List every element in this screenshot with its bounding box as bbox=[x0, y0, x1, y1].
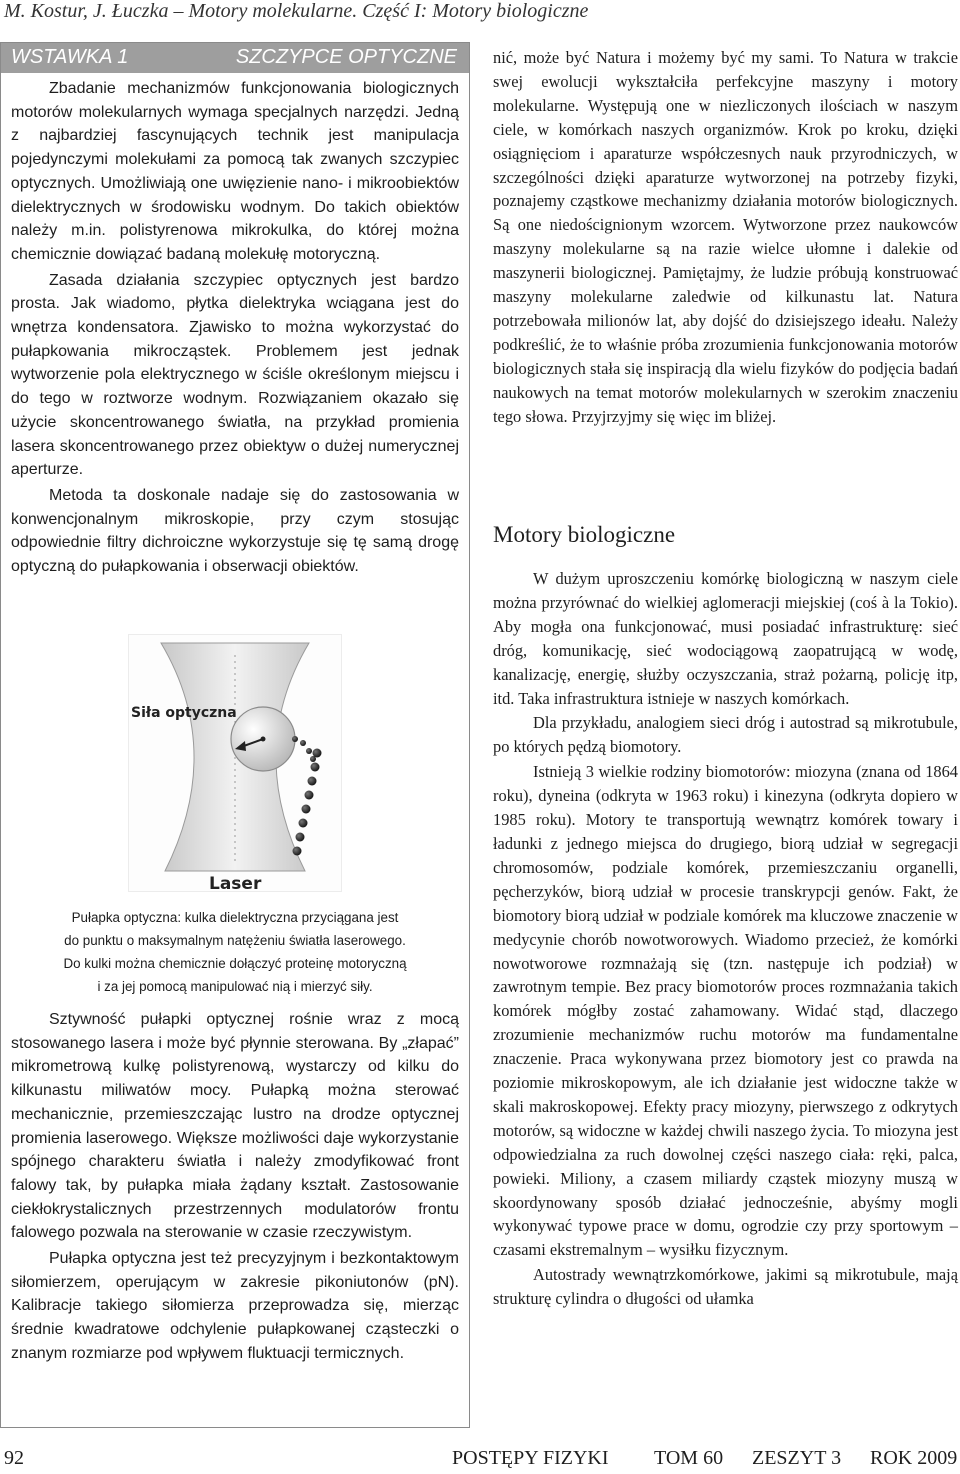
journal-year: ROK 2009 bbox=[870, 1447, 958, 1469]
right-column-bottom bbox=[493, 567, 958, 1311]
laser-label: Laser bbox=[209, 874, 262, 891]
optical-trap-diagram bbox=[129, 635, 341, 891]
inset-paragraph: Metoda ta doskonale nadaje się do zastosowania w konwencjonalnym mikroskopie, przy czym stosując odpowiednie filtry dichroiczne wykorzystuje się tę samą drogę optyczną do pułapkowania i obserwacji obiektów. bbox=[11, 486, 459, 576]
journal-issue: ZESZYT 3 bbox=[752, 1447, 842, 1469]
microtubule-filament bbox=[293, 749, 322, 856]
inset-text-bottom bbox=[11, 1008, 459, 1366]
body-paragraph: Istnieją 3 wielkie rodziny biomotorów: miozyna (znana od 1864 roku), dyneina (odkryta w 1963 roku) i kinezyna (odkryta dopiero w 1985 roku). Motory te transportują wewnątrz komórek towary i ładunki z jednego miejsca do drugiego, biorą udział w segregacji chromosomów, podziale komórek, przemieszczaniu organelli, pęcherzyków, biorą udział w procesie transkrypcji genów. Fakt, że biomotory biorą udział w podziale komórek ma kluczowe znaczenie w medycynie chorób nowotworowych. Wiadomo przecież, że komórki nowotworowe rozmnażają się (tzn. następuje ich podział) w zawrotnym tempie. Bez pracy biomotorów proces rozmnażania takich komórek mógłby zostać zahamowany. Widać stąd, dlaczego zrozumienie mechanizmów ruchu motorów ma fundamentalne znaczenie. Praca wykonywana przez biomotory jest co prawda na poziomie mikroskopowym, ale ich działanie jest widoczne także w skali makroskopowej. Efekty pracy miozyny, pierwszego z odkrytych motorów, są widoczne w każdej chwili naszego życia. To miozyna jest odpowiedzialna za ruch dowolnej części naszego ciała: ręki, palca, powieki. Miliony, a czasem miliardy cząstek miozyny muszą w skoordynowany sposób działać jednocześnie, abyśmy mogli wykonywać typowe prace w domu, ogrodzie czy przy sportowym – czasami ekstremalnym – wysiłku fizycznym. bbox=[493, 762, 958, 1260]
caption-line: Pułapka optyczna: kulka dielektryczna przyciągana jest bbox=[71, 910, 399, 925]
inset-paragraph: Zbadanie mechanizmów funkcjonowania biologicznych motorów molekularnych wymaga specjalnych narzędzi. Jedną z najbardziej fascynujących technik jest manipulacja pojedynczymi molekułami za pomocą tak zwanych szczypiec optycznych. Umożliwiają one uwięzienie nano- i mikroobiektów dielektrycznych w środowisku wodnym. Do takich obiektów należy m.in. polistyrenowa mikrokulka, do której można chemicznie dowiązać badaną molekułę motoryczną. bbox=[11, 80, 459, 263]
body-paragraph: nić, może być Natura i możemy być my sami. To Natura w trakcie swej ewolucji wykształciła perfekcyjne maszyny i motory molekularne. Występują one w niezliczonych ilościach w naszym ciele, w komórkach naszych organizmów. Krok po kroku, dzięki osiągnięciom i aparaturze współczesnych nauk przyrodniczych, w szczególności dzięki aparaturze wytworzonej na potrzeby fizyki, poznajemy cząstkowe mechanizmy działania motorów biologicznych. Są one niedoścignionym wzorcem. Wytworzone przez naukowców maszyny molekularne są na razie wielce ułomne i dalekie od maszynerii biologicznej. Pamiętajmy, że ludzie próbują konstruować maszyny molekularne zaledwie od kilkunastu lat. Natura potrzebowała milionów lat, aby dojść do dzisiejszego ideału. Należy podkreślić, że to właśnie próba zrozumienia funkcjonowania motorów biologicznych stała się inspiracją dla wielu fizyków do podjęcia badań naukowych na temat motorów molekularnych w szerokim znaczeniu tego słowa. Przyjrzyjmy się więc im bliżej. bbox=[493, 48, 958, 426]
journal-name: POSTĘPY FIZYKI bbox=[452, 1447, 609, 1469]
body-paragraph: Dla przykładu, analogiem sieci dróg i autostrad są mikrotubule, po których pędzą biomotory. bbox=[493, 713, 958, 757]
body-paragraph: W dużym uproszczeniu komórkę biologiczną w naszym ciele można przyrównać do wielkiej aglomeracji miejskiej (coś à la Tokio). Aby mogła ona funkcjonować, musi posiadać infrastrukturę: sieć dróg, komunikację, sieć wodociągową zaopatrującą w wodę, kanalizację, energię, służby oczyszczania, straż pożarną, policję itp, itd. Taka infrastruktura istnieje w naszych komórkach. bbox=[493, 569, 958, 708]
force-label: Siła optyczna bbox=[131, 705, 237, 721]
journal-volume: TOM 60 bbox=[654, 1447, 724, 1469]
page-number: 92 bbox=[4, 1447, 24, 1469]
caption-line: do punktu o maksymalnym natężeniu światła laserowego. bbox=[64, 933, 406, 948]
running-header: M. Kostur, J. Łuczka – Motory molekularne. Część I: Motory biologiczne bbox=[4, 0, 589, 22]
body-paragraph: Autostrady wewnątrzkomórkowe, jakimi są mikrotubule, mają strukturę cylindra o długości od ułamka bbox=[493, 1265, 958, 1309]
caption-line: i za jej pomocą manipulować nią i mierzyć siły. bbox=[97, 979, 373, 994]
motor-protein bbox=[292, 736, 316, 762]
inset-paragraph: Sztywność pułapki optycznej rośnie wraz z mocą stosowanego lasera i może być płynnie sterowana. By „złapać” mikrometrową kulkę polistyrenową, wystarczy od kilku do kilkunastu miliwatów mocy. Pułapką można sterować mechanicznie, przemieszczając lustro na drodze optycznej promienia laserowego. Większe możliwości daje wykorzystanie spójnego charakteru światła i należy zmodyfikować front falowy tak, by pułapka miała żądany kształt. Zastosowanie ciekłokrystalicznych przestrzennych modulatorów frontu falowego pozwala na sterowanie w czasie rzeczywistym. bbox=[11, 1011, 459, 1242]
figure-caption bbox=[22, 906, 448, 998]
optical-tweezers-figure bbox=[128, 634, 342, 892]
inset-title: SZCZYPCE OPTYCZNE bbox=[235, 46, 457, 68]
inset-label: WSTAWKA 1 bbox=[11, 46, 129, 68]
inset-paragraph: Pułapka optyczna jest też precyzyjnym i bezkontaktowym siłomierzem, operującym w zakresie pikoniutonów (pN). Kalibracje takiego siłomierza przeprowadza się, mierząc średnie kwadratowe odchylenie pułapkowanej cząsteczki o znanym rozmiarze pod wpływem fluktuacji termicznych. bbox=[11, 1250, 459, 1362]
caption-line: Do kulki można chemicznie dołączyć proteinę motoryczną bbox=[63, 956, 407, 971]
section-heading: Motory biologiczne bbox=[493, 522, 676, 547]
bead-center bbox=[261, 737, 266, 742]
right-column-top bbox=[493, 46, 958, 429]
inset-paragraph: Zasada działania szczypiec optycznych jest bardzo prosta. Jak wiadomo, płytka dielektryka wciągana jest do wnętrza kondensatora. Zjawisko to można wykorzystać do pułapkowania mikrocząstek. Problemem jest jednak wytworzenie pola elektrycznego w ściśle określonym miejscu i do tego w roztworze wodnym. Rozwiązaniem okazało się użycie skoncentrowanego światła, na przykład promienia lasera skoncentrowanego przez obiektyw o dużej numerycznej aperturze. bbox=[11, 271, 459, 479]
inset-text-top bbox=[11, 77, 459, 579]
inset-header-bar bbox=[1, 43, 469, 73]
